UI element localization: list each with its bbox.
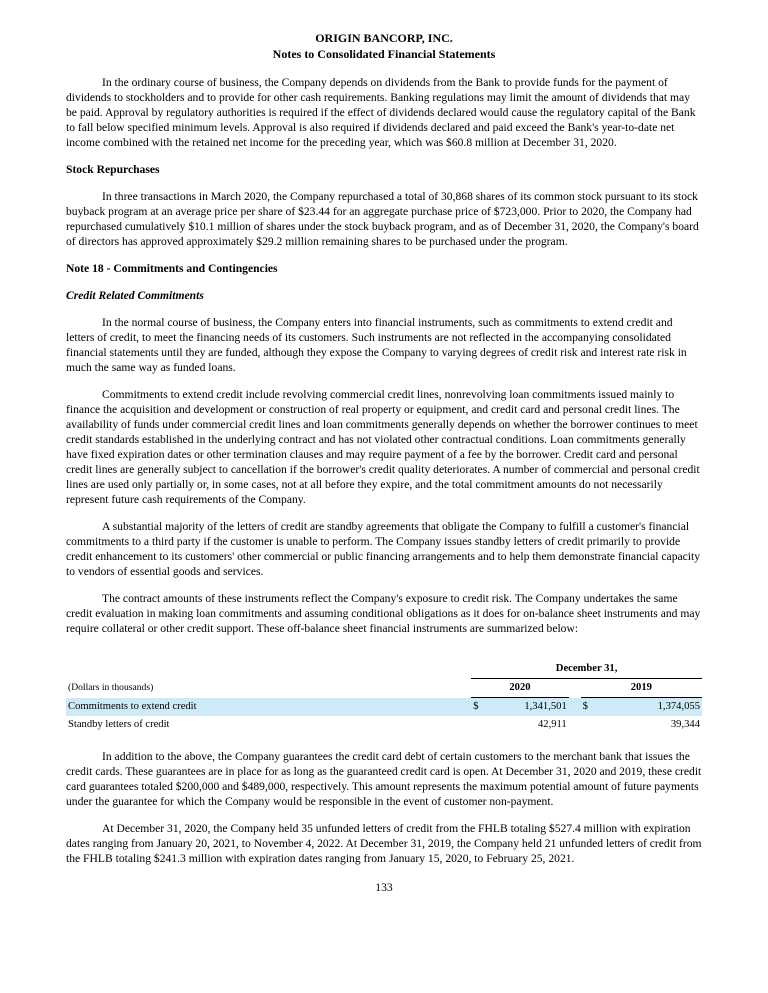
value-2019: 1,374,055 <box>597 698 702 717</box>
currency-symbol: $ <box>581 698 597 717</box>
standby-letters-paragraph: A substantial majority of the letters of credit are standby agreements that obligate the Company to fulfill a customer's financial commitments to a third party if the customer is unable to perform. The Company issues standby letters of credit primarily to provide credit enhancement to its customers' other commercial or public financing arrangements and to help them demonstrate financial capacity to vendors of essential goods and services. <box>66 520 701 578</box>
table-group-header-row <box>66 660 702 679</box>
note-18-heading: Note 18 - Commitments and Contingencies <box>66 262 278 275</box>
column-header-2020: 2020 <box>471 679 569 698</box>
dividends-paragraph: In the ordinary course of business, the Company depends on dividends from the Bank to provide funds for the payment of dividends to stockholders and to provide for other cash requirements. Banking regulations may limit the amount of dividends that may be paid. Approval by regulatory authorities is required if the effect of dividends declared would cause the regulatory capital of the Bank to fall below specified minimum levels. Approval is also required if dividends declared and paid exceed the Bank's year-to-date net income combined with the retained net income for the preceding year, which was $60.8 million at December 31, 2020. <box>66 76 696 149</box>
credit-commitments-heading: Credit Related Commitments <box>66 289 204 302</box>
table-row <box>66 716 702 734</box>
document-subtitle: Notes to Consolidated Financial Statements <box>272 47 496 61</box>
guarantees-paragraph: In addition to the above, the Company guarantees the credit card debt of certain customers to the merchant bank that issues the credit cards. These guarantees are in place for as long as the guaranteed credit card is open. At December 31, 2020 and 2019, these credit card guarantees totaled $200,000 and $489,000, respectively. This amount represents the maximum potential amount of future payments under the guarantee for which the Company would be responsible in the event of customer non-payment. <box>66 750 702 808</box>
page-number: 133 <box>375 881 393 894</box>
table-column-header-row <box>66 679 702 698</box>
contract-amounts-paragraph: The contract amounts of these instruments reflect the Company's exposure to credit risk. The Company undertakes the same credit evaluation in making loan commitments and assuming conditional obligations as it does for on-balance sheet instruments and may require collateral or other credit support. These off-balance sheet financial instruments are summarized below: <box>66 592 701 635</box>
units-label: (Dollars in thousands) <box>68 682 154 693</box>
table-row <box>66 698 702 717</box>
normal-course-paragraph: In the normal course of business, the Company enters into financial instruments, such as commitments to extend credit and letters of credit, to meet the financing needs of its customers. Such instruments are not reflected in the accompanying consolidated financial statements until they are funded, although they expose the Company to varying degrees of credit risk and interest rate risk in much the same way as funded loans. <box>66 316 687 374</box>
row-label: Commitments to extend credit <box>66 698 471 717</box>
group-header: December 31, <box>471 660 702 679</box>
fhlb-paragraph: At December 31, 2020, the Company held 35 unfunded letters of credit from the FHLB totaling $527.4 million with expiration dates ranging from January 20, 2021, to November 4, 2022. At December 31, 2019, the Company held 21 unfunded letters of credit from the FHLB totaling $241.3 million with expiration dates ranging from January 15, 2020, to February 25, 2021. <box>66 822 702 865</box>
stock-repurchases-heading: Stock Repurchases <box>66 163 160 176</box>
value-2020: 1,341,501 <box>487 698 569 717</box>
value-2020: 42,911 <box>537 719 567 730</box>
commitments-extend-paragraph: Commitments to extend credit include revolving commercial credit lines, nonrevolving loan commitments issued mainly to finance the acquisition and development or construction of real property or equipment, and credit card and personal credit lines. The availability of funds under commercial credit lines and loan commitments generally depends on whether the borrower continues to meet credit standards established in the underlying contract and has not violated other contractual conditions. Loan commitments generally have fixed expiration dates or other termination clauses and may require payment of a fee by the borrower. Credit card and personal credit lines are generally subject to cancellation if the borrower's credit quality deteriorates. A number of commercial and personal credit lines are used only partially or, in some cases, not at all before they expire, and the total commitment amounts do not necessarily represent future cash requirements of the Company. <box>66 388 700 506</box>
off-balance-sheet-table <box>66 660 702 734</box>
column-header-2019: 2019 <box>581 679 702 698</box>
currency-symbol <box>471 716 487 734</box>
document-page <box>66 30 702 895</box>
stock-repurchases-paragraph: In three transactions in March 2020, the Company repurchased a total of 30,868 shares of its common stock pursuant to its stock buyback program at an average price per share of $23.44 for an aggregate purchase price of $723,000. Prior to 2020, the Company had repurchased cumulatively $10.1 million of shares under the stock buyback program, and as of December 31, 2020, the Company's board of directors has approved approximately $29.2 million remaining shares to be purchased under the program. <box>66 190 699 248</box>
company-name: ORIGIN BANCORP, INC. <box>315 31 453 45</box>
row-label: Standby letters of credit <box>68 719 170 730</box>
value-2019: 39,344 <box>670 719 700 730</box>
currency-symbol: $ <box>471 698 487 717</box>
currency-symbol <box>581 716 597 734</box>
